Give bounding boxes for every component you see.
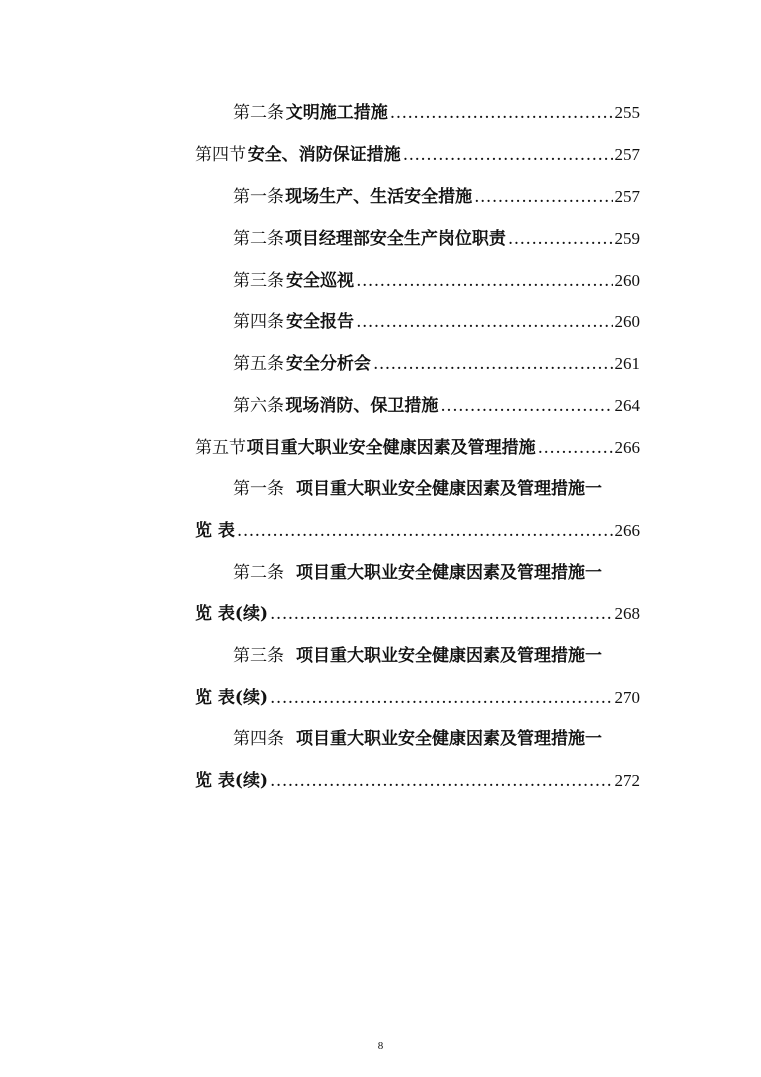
toc-entry-number: 第二条 (233, 563, 284, 583)
toc-entry-page: 272 (614, 771, 640, 790)
toc-entry-number: 第四条 (233, 729, 284, 749)
toc-entry-number: 第五条 (233, 354, 284, 374)
leader-dots (270, 603, 612, 625)
toc-entry-wrapped[interactable] (233, 472, 640, 500)
toc-section[interactable] (195, 431, 640, 459)
toc-section[interactable] (195, 138, 640, 166)
toc-entry-title: 安全巡视 (286, 271, 355, 291)
toc-entry-continuation[interactable] (195, 764, 640, 792)
toc-entry-page: 261 (614, 354, 640, 373)
leader-dots (538, 437, 613, 459)
leader-dots (270, 687, 612, 709)
toc-entry-page: 264 (614, 396, 640, 415)
toc-entry-title: 项目重大职业安全健康因素及管理措施一 (296, 646, 602, 666)
toc-entry-title-cont: 览 表(续) (195, 604, 269, 624)
toc-entry[interactable] (233, 222, 640, 250)
leader-dots (270, 770, 612, 792)
toc-entry-continuation[interactable] (195, 681, 640, 709)
leader-dots (356, 311, 612, 333)
page-number: 8 (377, 1040, 384, 1052)
toc-entry-page: 260 (614, 312, 640, 331)
leader-dots (237, 520, 613, 542)
toc-section-number: 第五节 (195, 438, 246, 458)
toc-section-number: 第四节 (195, 145, 246, 165)
toc-entry[interactable] (233, 305, 640, 333)
toc-entry[interactable] (233, 96, 640, 124)
toc-entry-number: 第二条 (233, 229, 284, 249)
toc-section-title: 安全、消防保证措施 (247, 145, 401, 165)
toc-section-title: 项目重大职业安全健康因素及管理措施 (246, 438, 536, 458)
toc-entry[interactable] (233, 264, 640, 292)
toc-entry-page: 270 (614, 688, 640, 707)
toc-entry-title: 现场消防、保卫措施 (285, 396, 439, 416)
toc-entry-number: 第二条 (233, 103, 284, 123)
toc-entry-number: 第四条 (233, 312, 284, 332)
toc-entry-continuation[interactable] (195, 514, 640, 542)
leader-dots (508, 228, 613, 250)
toc-entry-title: 项目经理部安全生产岗位职责 (284, 229, 506, 249)
toc-section-page: 257 (614, 145, 640, 164)
toc-entry-page: 259 (614, 229, 640, 248)
toc-entry-page: 268 (614, 604, 640, 623)
toc-entry-title: 项目重大职业安全健康因素及管理措施一 (296, 563, 602, 583)
toc-entry-title: 安全分析会 (285, 354, 371, 374)
toc-entry-page: 257 (614, 187, 640, 206)
toc-entry-wrapped[interactable] (233, 639, 640, 667)
toc-entry-page: 260 (614, 271, 640, 290)
toc-section-page: 266 (614, 438, 640, 457)
toc-entry-number: 第一条 (233, 187, 284, 207)
toc-entry-title: 项目重大职业安全健康因素及管理措施一 (296, 729, 602, 749)
leader-dots (373, 353, 613, 375)
toc-entry-number: 第三条 (233, 646, 284, 666)
toc-entry-number: 第一条 (233, 479, 284, 499)
leader-dots (474, 186, 612, 208)
toc-entry-wrapped[interactable] (233, 722, 640, 750)
toc-entry[interactable] (233, 180, 640, 208)
toc-entry-page: 255 (614, 103, 640, 122)
toc-entry-number: 第六条 (233, 396, 284, 416)
leader-dots (440, 395, 612, 417)
leader-dots (403, 144, 613, 166)
toc-entry-page: 266 (614, 521, 640, 540)
leader-dots (390, 102, 613, 124)
toc-entry-wrapped[interactable] (233, 556, 640, 584)
toc-entry-title: 项目重大职业安全健康因素及管理措施一 (296, 479, 602, 499)
toc-entry-continuation[interactable] (195, 597, 640, 625)
toc-entry[interactable] (233, 347, 640, 375)
toc-entry-title-cont: 览 表 (195, 521, 235, 541)
toc-entry-title: 安全报告 (286, 312, 355, 332)
toc-entry-title-cont: 览 表(续) (195, 688, 269, 708)
toc-entry-title: 文明施工措施 (285, 103, 388, 123)
toc-entry-number: 第三条 (233, 271, 284, 291)
toc-entry-title: 现场生产、生活安全措施 (285, 187, 473, 207)
toc-entry[interactable] (233, 389, 640, 417)
leader-dots (356, 270, 612, 292)
toc-entry-title-cont: 览 表(续) (195, 771, 269, 791)
